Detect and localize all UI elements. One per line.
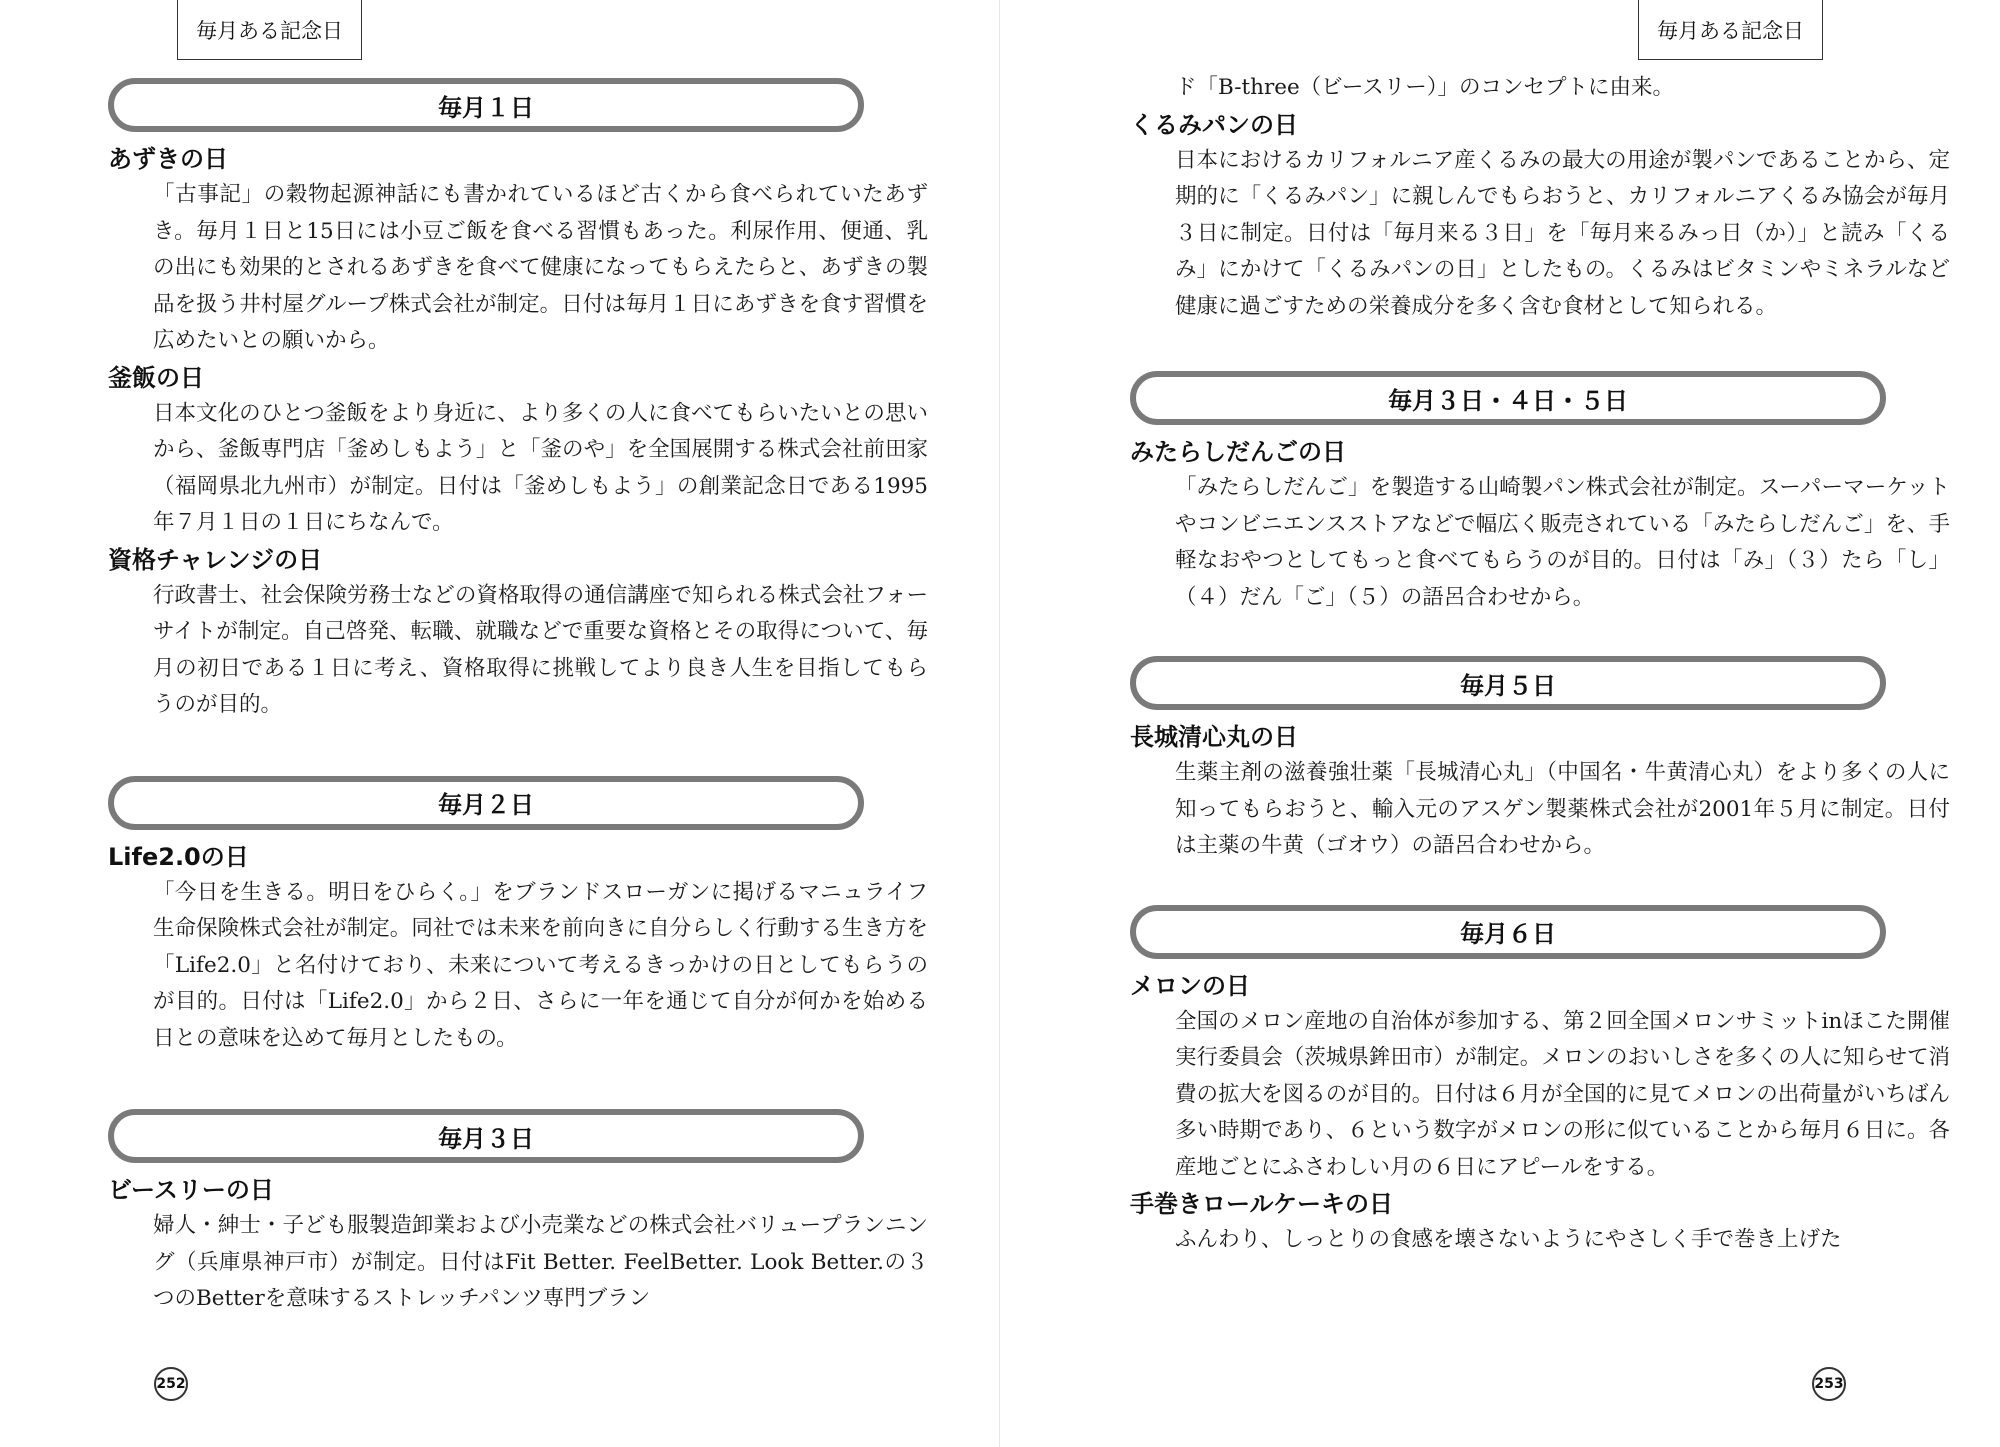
entry-title: 長城清心丸の日 [1130, 723, 1298, 751]
section-gap [108, 1057, 928, 1109]
entry-body: 「古事記」の穀物起源神話にも書かれているほど古くから食べられていたあずき。毎月１日と15日には小豆ご飯を食べる習慣もあった。利尿作用、便通、乳の出にも効果的とされるあずきを食べて健康になってもらえたらと、あずきの製品を扱う井村屋グループ株式会社が制定。日付は毎月１日にあずきを食す習慣を広めたいとの願いから。 [153, 182, 928, 353]
entry-title: みたらしだんごの日 [1130, 438, 1346, 466]
entry-title: 釜飯の日 [108, 363, 204, 392]
entry-title: 資格チャレンジの日 [108, 545, 323, 574]
entry-body: 行政書士、社会保険労務士などの資格取得の通信講座で知られる株式会社フォーサイトが制定。自己啓発、転職、就職などで重要な資格とその取得について、毎月の初日である１日に考え、資格取得に挑戦してより良き人生を目指してもらうのが目的。 [153, 582, 928, 717]
entry-title: あずきの日 [108, 145, 228, 173]
section-header: 毎月３日 [108, 1109, 864, 1163]
entry-body: 「みたらしだんご」を製造する山崎製パン株式会社が制定。スーパーマーケットやコンビニエンスストアなどで幅広く販売されている「みたらしだんご」を、手軽なおやつとしてもっと食べてもらうのが目的。日付は「み」（３）たら「し」（４）だん「ご」（５）の語呂合わせから。 [1175, 475, 1950, 610]
section-gap [1130, 865, 1950, 905]
section-header: 毎月３日・４日・５日 [1130, 371, 1886, 425]
entry-title: ビースリーの日 [108, 1176, 274, 1204]
entry-body: 全国のメロン産地の自治体が参加する、第２回全国メロンサミットinほこた開催実行委員会（茨城県鉾田市）が制定。メロンのおいしさを多くの人に知らせて消費の拡大を図るのが目的。日付は６月が全国的に見てメロンの出荷量がいちばん多い時期であり、６という数字がメロンの形に似ていることから毎月６日に。各産地ごとにふさわしい月の６日にアピールをする。 [1175, 1008, 1950, 1180]
running-head: 毎月ある記念日 [1638, 0, 1823, 60]
page-number: 252 [154, 1367, 188, 1401]
page-number: 253 [1812, 1367, 1846, 1401]
section-header: 毎月５日 [1130, 656, 1886, 710]
entry-body: 「今日を生きる。明日をひらく。」をブランドスローガンに掲げるマニュライフ生命保険株式会社が制定。同社では未来を前向きに自分らしく行動する生き方を「Life2.0」と名付けており、未来について考えるきっかけの日としてもらうのが目的。日付は「Life2.0」から２日、さらに一年を通じて自分が何かを始める日との意味を込めて毎月としたもの。 [153, 879, 928, 1051]
section-header: 毎月１日 [108, 78, 864, 132]
section-gap [108, 724, 928, 776]
running-head: 毎月ある記念日 [177, 0, 362, 60]
entry-body: 日本文化のひとつ釜飯をより身近に、より多くの人に食べてもらいたいとの思いから、釜飯専門店「釜めしもよう」と「釜のや」を全国展開する株式会社前田家（福岡県北九州市）が制定。日付は「釜めしもよう」の創業記念日である1995年７月１日の１日にちなんで。 [153, 400, 928, 535]
section-header: 毎月２日 [108, 776, 864, 830]
entry-body: 日本におけるカリフォルニア産くるみの最大の用途が製パンであることから、定期的に「くるみパン」に親しんでもらおうと、カリフォルニアくるみ協会が毎月３日に制定。日付は「毎月来る３日」を「毎月来るみっ日（か）」と読み「くるみ」にかけて「くるみパンの日」としたもの。くるみはビタミンやミネラルなど健康に過ごすための栄養成分を多く含む食材として知られる。 [1175, 147, 1950, 319]
section-gap [1130, 325, 1950, 371]
entry-body: 生薬主剤の滋養強壮薬「長城清心丸」（中国名・牛黄清心丸）をより多くの人に知ってもらおうと、輸入元のアスゲン製薬株式会社が2001年５月に制定。日付は主薬の牛黄（ゴオウ）の語呂合わせから。 [1175, 760, 1950, 858]
entry-title: Life2.0の日 [108, 842, 249, 871]
entry-body: ふんわり、しっとりの食感を壊さないようにやさしく手で巻き上げた [1175, 1227, 1842, 1252]
entry-body: 婦人・紳士・子ども服製造卸業および小売業などの株式会社バリュープランニング（兵庫県神戸市）が制定。日付はFit Better. FeelBetter. Look Better.の３つのBetterを意味するストレッチパンツ専門ブラン [153, 1213, 928, 1311]
entry-title: 手巻きロールケーキの日 [1130, 1190, 1394, 1218]
section-header: 毎月６日 [1130, 905, 1886, 959]
right-page [1000, 0, 2000, 1447]
section-gap [1130, 616, 1950, 656]
entry-title: くるみパンの日 [1130, 110, 1298, 139]
left-column [108, 78, 928, 1318]
entry-title: メロンの日 [1130, 971, 1250, 1000]
continuation-text: ド「B-three（ビースリー）」のコンセプトに由来。 [1175, 75, 1674, 100]
right-column [1130, 70, 1950, 1259]
